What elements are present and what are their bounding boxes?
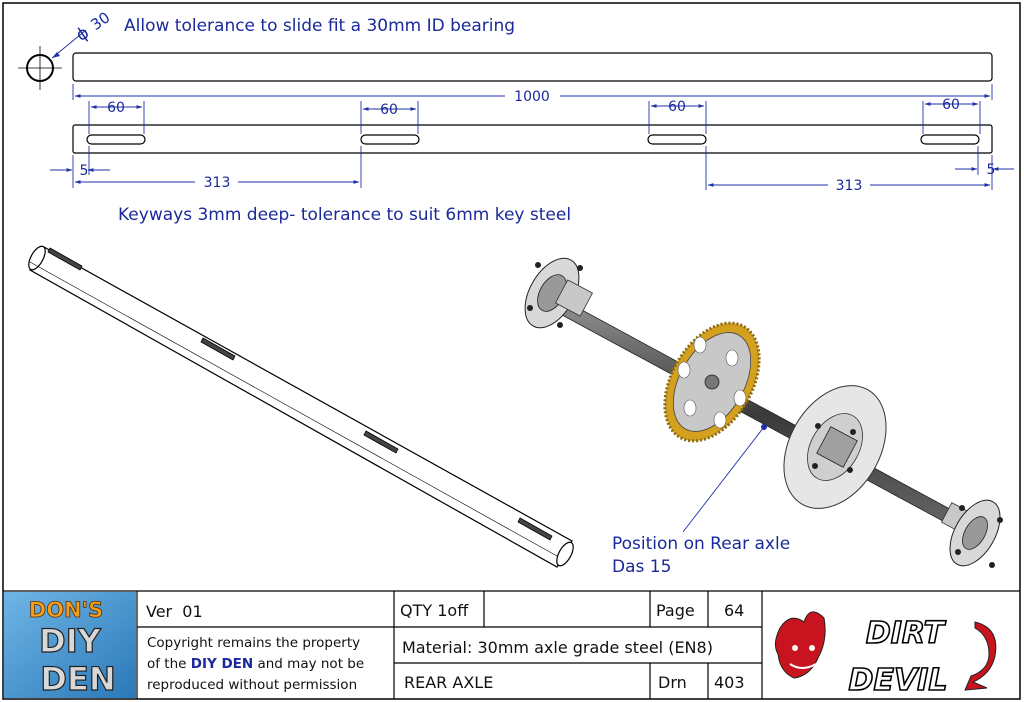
svg-text:DEN: DEN: [40, 660, 116, 698]
keyway-3-dimension: 60: [668, 99, 686, 115]
keyway-2-dimension: 60: [380, 102, 398, 118]
svg-text:DON'S: DON'S: [28, 598, 104, 622]
material: Material: 30mm axle grade steel (EN8): [402, 638, 713, 657]
svg-text:DIY: DIY: [39, 622, 101, 660]
offset-right-dimension: 313: [835, 178, 863, 194]
isometric-axle: [25, 244, 576, 569]
drawing-label: Drn: [658, 673, 687, 692]
position-note-line2: Das 15: [612, 557, 672, 577]
drawing-number: 403: [714, 673, 745, 692]
copyright-line1: Copyright remains the property: [147, 635, 361, 651]
copyright-line2: of the DIY DEN and may not be: [147, 656, 365, 672]
brake-disc: [763, 367, 907, 526]
sheet-border: [3, 3, 1020, 699]
quantity: QTY 1off: [400, 601, 469, 620]
position-note-line1: Position on Rear axle: [612, 534, 791, 554]
page-label: Page: [656, 601, 695, 620]
page-number: 64: [724, 601, 745, 620]
sprocket: [645, 307, 778, 458]
copyright-line3: reproduced without permission: [147, 677, 358, 693]
axle-top-view: [73, 53, 992, 81]
keyway-1-dimension: 60: [107, 100, 125, 116]
diameter-value: 30: [87, 8, 114, 34]
overall-dimension: 1000: [514, 89, 550, 105]
dirt-devil-logo: [775, 612, 995, 698]
keyway-note: Keyways 3mm deep- tolerance to suit 6mm key steel: [118, 205, 572, 225]
keyway-4-dimension: 60: [942, 97, 960, 113]
part-name: REAR AXLE: [404, 673, 494, 692]
end-left-dimension: 5: [79, 163, 89, 179]
svg-text:DEVIL: DEVIL: [848, 663, 948, 698]
bearing-note: Allow tolerance to slide fit a 30mm ID bearing: [124, 16, 516, 36]
offset-left-dimension: 313: [203, 175, 231, 191]
assembled-axle-render: [514, 249, 1010, 574]
copyright-brand: DIY DEN: [190, 656, 254, 672]
end-right-dimension: 5: [986, 162, 996, 178]
dons-diy-den-logo: [4, 592, 136, 698]
diameter-symbol: ϕ: [72, 22, 94, 46]
axle-keyway-view: [73, 125, 992, 153]
svg-text:DIRT: DIRT: [865, 616, 945, 651]
right-hub: [940, 492, 1011, 574]
version: Ver 01: [146, 602, 203, 621]
